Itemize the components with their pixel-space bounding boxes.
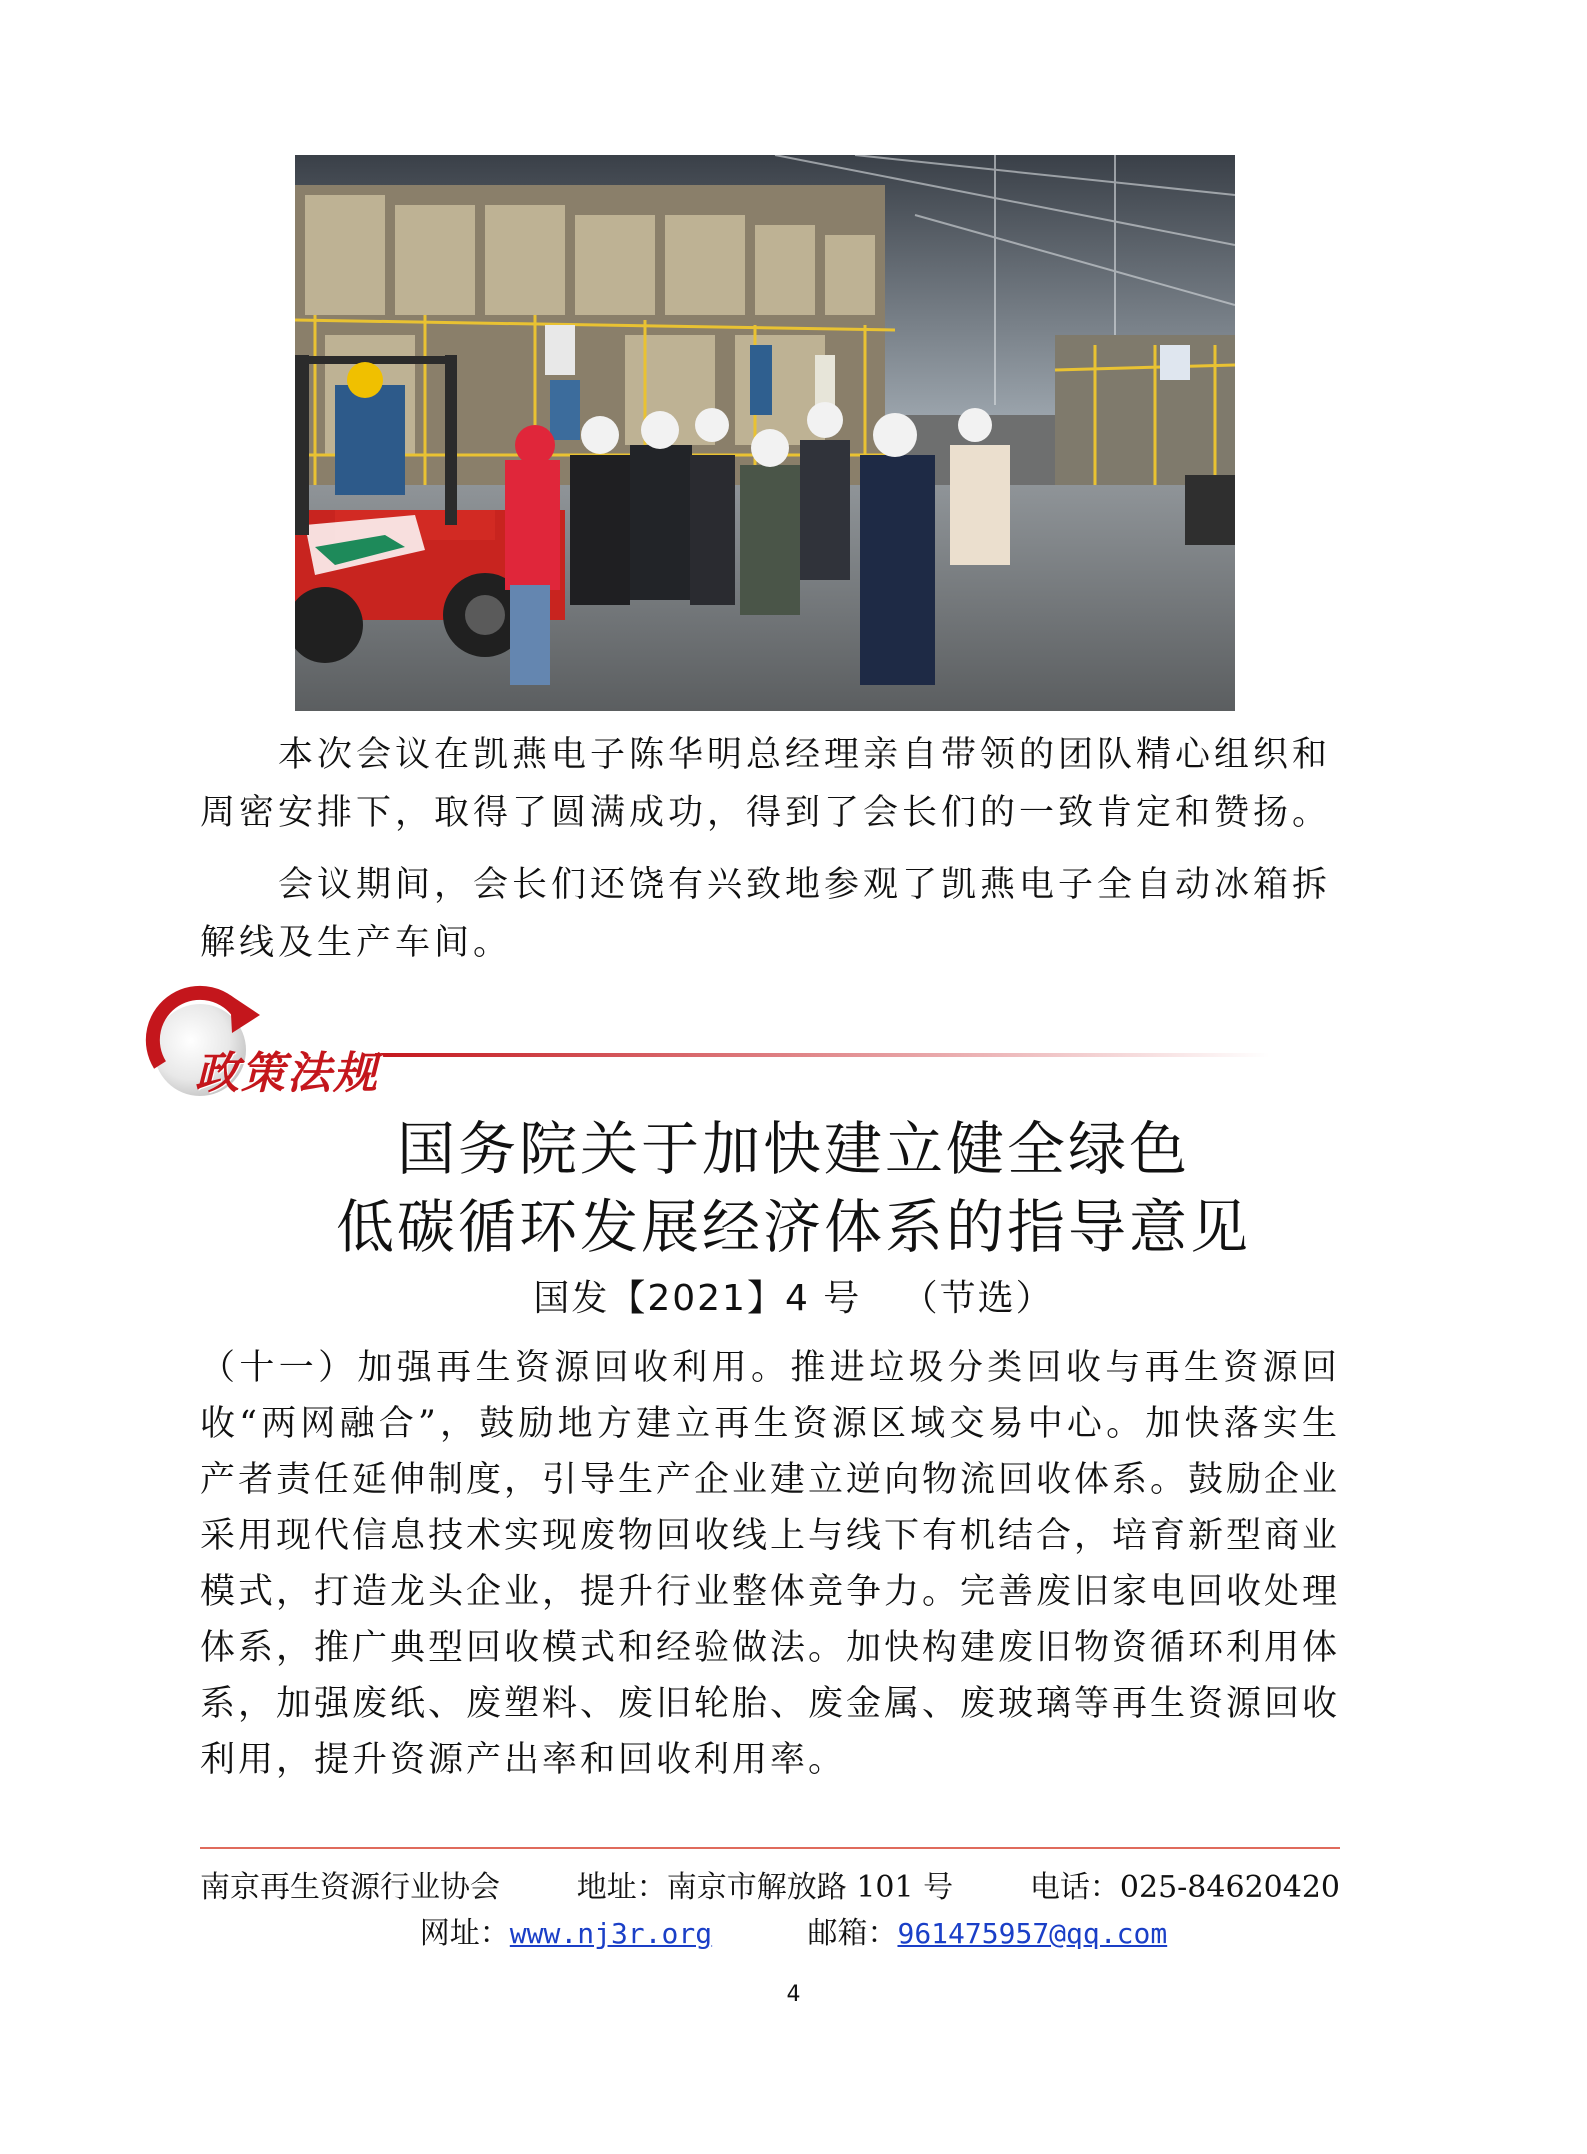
website-label: 网址： <box>419 1916 510 1951</box>
factory-visit-photo <box>295 155 1235 711</box>
paragraph-factory-visit: 会议期间，会长们还饶有兴致地参观了凯燕电子全自动冰箱拆解线及生产车间。 <box>200 865 1332 963</box>
email-label: 邮箱： <box>807 1916 898 1951</box>
footer-contact-row <box>200 1862 1340 1906</box>
article-title-line1: 国务院关于加快建立健全绿色 <box>396 1115 1190 1183</box>
article-title-line2: 低碳循环发展经济体系的指导意见 <box>335 1193 1251 1261</box>
website-link[interactable]: www.nj3r.org <box>509 1917 713 1950</box>
page-number: 4 <box>786 1982 801 2007</box>
footer-divider <box>200 1847 1340 1849</box>
footer-org: 南京再生资源行业协会 <box>200 1870 500 1905</box>
footer-address: 地址：南京市解放路 101 号 <box>576 1870 954 1905</box>
document-number: 国发【2021】4 号 （节选） <box>533 1278 1054 1319</box>
footer-phone: 电话：025-84620420 <box>1029 1870 1340 1905</box>
email-link[interactable]: 961475957@qq.com <box>897 1917 1168 1950</box>
section-label: 政策法规 <box>195 1048 379 1099</box>
footer-links-row <box>0 1908 1587 1952</box>
paragraph-meeting-success: 本次会议在凯燕电子陈华明总经理亲自带领的团队精心组织和周密安排下，取得了圆满成功，得到了会长们的一致肯定和赞扬。 <box>200 735 1332 833</box>
article-body: （十一）加强再生资源回收利用。推进垃圾分类回收与再生资源回收“两网融合”，鼓励地方建立再生资源区域交易中心。加快落实生产者责任延伸制度，引导生产企业建立逆向物流回收体系。鼓励企业采用现代信息技术实现废物回收线上与线下有机结合，培育新型商业模式，打造龙头企业，提升行业整体竞争力。完善废旧家电回收处理体系，推广典型回收模式和经验做法。加快构建废旧物资循环利用体系，加强废纸、废塑料、废旧轮胎、废金属、废玻璃等再生资源回收利用，提升资源产出率和回收利用率。 <box>200 1348 1341 1780</box>
